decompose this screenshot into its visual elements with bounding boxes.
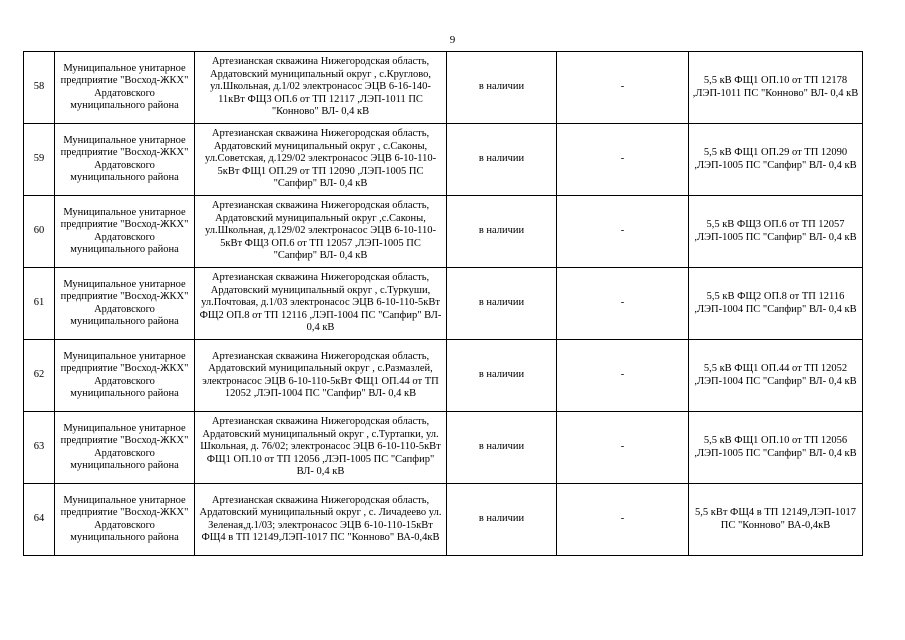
organization-cell: Муниципальное унитарное предприятие "Восход-ЖКХ" Ардатовского муниципального района bbox=[55, 124, 195, 196]
power-supply-cell: 5,5 кВ ФЩ2 ОП.8 от ТП 12116 ,ЛЭП-1004 ПС "Сапфир" ВЛ- 0,4 кВ bbox=[689, 268, 863, 340]
power-supply-cell: 5,5 кВт ФЩ4 в ТП 12149,ЛЭП-1017 ПС "Конново" ВА-0,4кВ bbox=[689, 484, 863, 556]
organization-cell: Муниципальное унитарное предприятие "Восход-ЖКХ" Ардатовского муниципального района bbox=[55, 196, 195, 268]
status-cell: в наличии bbox=[447, 196, 557, 268]
object-cell: Артезианская скважина Нижегородская область, Ардатовский муниципальный округ , с. Личадеево ул. Зеленая,д.1/03; электронасос ЭЦВ 6-10-110-15кВт ФЩ4 в ТП 12149,ЛЭП-1017 ПС "Конново" ВА-0,4кВ bbox=[195, 484, 447, 556]
table-row bbox=[24, 484, 863, 556]
row-number: 61 bbox=[24, 268, 55, 340]
table-row bbox=[24, 196, 863, 268]
table-row bbox=[24, 52, 863, 124]
power-supply-cell: 5,5 кВ ФЩ1 ОП.10 от ТП 12178 ,ЛЭП-1011 ПС "Конново" ВЛ- 0,4 кВ bbox=[689, 52, 863, 124]
status-cell: в наличии bbox=[447, 412, 557, 484]
row-number: 63 bbox=[24, 412, 55, 484]
table-row bbox=[24, 124, 863, 196]
dash-cell: - bbox=[557, 124, 689, 196]
power-supply-cell: 5,5 кВ ФЩ1 ОП.10 от ТП 12056 ,ЛЭП-1005 ПС "Сапфир" ВЛ- 0,4 кВ bbox=[689, 412, 863, 484]
table-row bbox=[24, 412, 863, 484]
object-cell: Артезианская скважина Нижегородская область, Ардатовский муниципальный округ ,с.Саконы, ул.Школьная, д.129/02 электронасос ЭЦВ 6-10-110-5кВт ФЩ3 ОП.6 от ТП 12057 ,ЛЭП-1005 ПС "Сапфир" ВЛ- 0,4 кВ bbox=[195, 196, 447, 268]
power-supply-cell: 5,5 кВ ФЩ1 ОП.29 от ТП 12090 ,ЛЭП-1005 ПС "Сапфир" ВЛ- 0,4 кВ bbox=[689, 124, 863, 196]
object-cell: Артезианская скважина Нижегородская область, Ардатовский муниципальный округ , с.Круглово, ул.Школьная, д.1/02 электронасос ЭЦВ 6-16-140-11кВт ФЩ3 ОП.6 от ТП 12117 ,ЛЭП-1011 ПС "Конново" ВЛ- 0,4 кВ bbox=[195, 52, 447, 124]
organization-cell: Муниципальное унитарное предприятие "Восход-ЖКХ" Ардатовского муниципального района bbox=[55, 52, 195, 124]
object-cell: Артезианская скважина Нижегородская область, Ардатовский муниципальный округ , с.Размазлей, электронасос ЭЦВ 6-10-110-5кВт ФЩ1 ОП.44 от ТП 12052 ,ЛЭП-1004 ПС "Сапфир" ВЛ- 0,4 кВ bbox=[195, 340, 447, 412]
row-number: 59 bbox=[24, 124, 55, 196]
status-cell: в наличии bbox=[447, 484, 557, 556]
dash-cell: - bbox=[557, 340, 689, 412]
table-row bbox=[24, 340, 863, 412]
table-row bbox=[24, 268, 863, 340]
row-number: 60 bbox=[24, 196, 55, 268]
power-supply-cell: 5,5 кВ ФЩ3 ОП.6 от ТП 12057 ,ЛЭП-1005 ПС "Сапфир" ВЛ- 0,4 кВ bbox=[689, 196, 863, 268]
organization-cell: Муниципальное унитарное предприятие "Восход-ЖКХ" Ардатовского муниципального района bbox=[55, 268, 195, 340]
status-cell: в наличии bbox=[447, 124, 557, 196]
status-cell: в наличии bbox=[447, 340, 557, 412]
dash-cell: - bbox=[557, 484, 689, 556]
object-cell: Артезианская скважина Нижегородская область, Ардатовский муниципальный округ , с.Туркуши, ул.Почтовая, д.1/03 электронасос ЭЦВ 6-10-110-5кВт ФЩ2 ОП.8 от ТП 12116 ,ЛЭП-1004 ПС "Сапфир" ВЛ- 0,4 кВ bbox=[195, 268, 447, 340]
status-cell: в наличии bbox=[447, 52, 557, 124]
registry-table bbox=[23, 51, 863, 556]
organization-cell: Муниципальное унитарное предприятие "Восход-ЖКХ" Ардатовского муниципального района bbox=[55, 484, 195, 556]
dash-cell: - bbox=[557, 268, 689, 340]
organization-cell: Муниципальное унитарное предприятие "Восход-ЖКХ" Ардатовского муниципального района bbox=[55, 340, 195, 412]
dash-cell: - bbox=[557, 52, 689, 124]
object-cell: Артезианская скважина Нижегородская область, Ардатовский муниципальный округ , с.Туртапки, ул. Школьная, д. 76/02; электронасос ЭЦВ 6-10-110-5кВт ФЩ1 ОП.10 от ТП 12056 ,ЛЭП-1005 ПС "Сапфир" ВЛ- 0,4 кВ bbox=[195, 412, 447, 484]
row-number: 62 bbox=[24, 340, 55, 412]
status-cell: в наличии bbox=[447, 268, 557, 340]
organization-cell: Муниципальное унитарное предприятие "Восход-ЖКХ" Ардатовского муниципального района bbox=[55, 412, 195, 484]
dash-cell: - bbox=[557, 412, 689, 484]
row-number: 64 bbox=[24, 484, 55, 556]
row-number: 58 bbox=[24, 52, 55, 124]
object-cell: Артезианская скважина Нижегородская область, Ардатовский муниципальный округ , с.Саконы, ул.Советская, д.129/02 электронасос ЭЦВ 6-10-110-5кВт ФЩ1 ОП.29 от ТП 12090 ,ЛЭП-1005 ПС "Сапфир" ВЛ- 0,4 кВ bbox=[195, 124, 447, 196]
page-number: 9 bbox=[449, 34, 456, 46]
power-supply-cell: 5,5 кВ ФЩ1 ОП.44 от ТП 12052 ,ЛЭП-1004 ПС "Сапфир" ВЛ- 0,4 кВ bbox=[689, 340, 863, 412]
dash-cell: - bbox=[557, 196, 689, 268]
